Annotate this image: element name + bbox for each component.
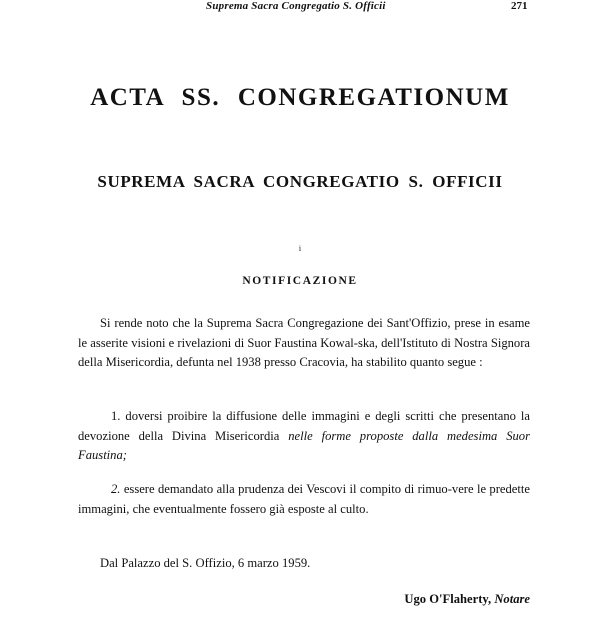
decision-item-2-number: 2. bbox=[111, 482, 121, 496]
section-marker: i bbox=[298, 244, 302, 253]
signature-name: Ugo O'Flaherty, bbox=[404, 592, 492, 606]
decision-item-1-italic: nelle forme proposte dalla medesima Suor Faustina; bbox=[78, 428, 530, 462]
page-subtitle: SUPREMA SACRA CONGREGATIO S. OFFICII bbox=[97, 172, 503, 191]
date-line: Dal Palazzo del S. Offizio, 6 marzo 1959. bbox=[100, 556, 311, 570]
page-title: ACTA SS. CONGREGATIONUM bbox=[90, 84, 510, 111]
decision-item-1-text: 1. doversi proibire la diffusione delle immagini e degli scritti che presentano la devozione della Divina Misericordia bbox=[78, 409, 530, 443]
decision-item-2 bbox=[78, 480, 530, 519]
decision-item-1 bbox=[78, 407, 530, 466]
running-header bbox=[0, 0, 600, 14]
signature bbox=[404, 592, 530, 607]
running-title: Suprema Sacra Congregatio S. Officii bbox=[206, 0, 386, 12]
notice-heading: NOTIFICAZIONE bbox=[242, 275, 358, 287]
intro-paragraph: Si rende noto che la Suprema Sacra Congregazione dei Sant'Offizio, prese in esame le asserite visioni e rivelazioni di Suor Faustina Kowal-ska, dell'Istituto di Nostra Signora della Misericordia, defunta nel 1938 presso Cracovia, ha stabilito quanto segue : bbox=[78, 316, 530, 369]
signature-role: Notare bbox=[494, 592, 530, 606]
page-number: 271 bbox=[511, 0, 528, 12]
decision-item-2-text: essere demandato alla prudenza dei Vescovi il compito di rimuo-vere le predette immagini, che eventualmente fossero già esposte al culto. bbox=[78, 482, 530, 516]
